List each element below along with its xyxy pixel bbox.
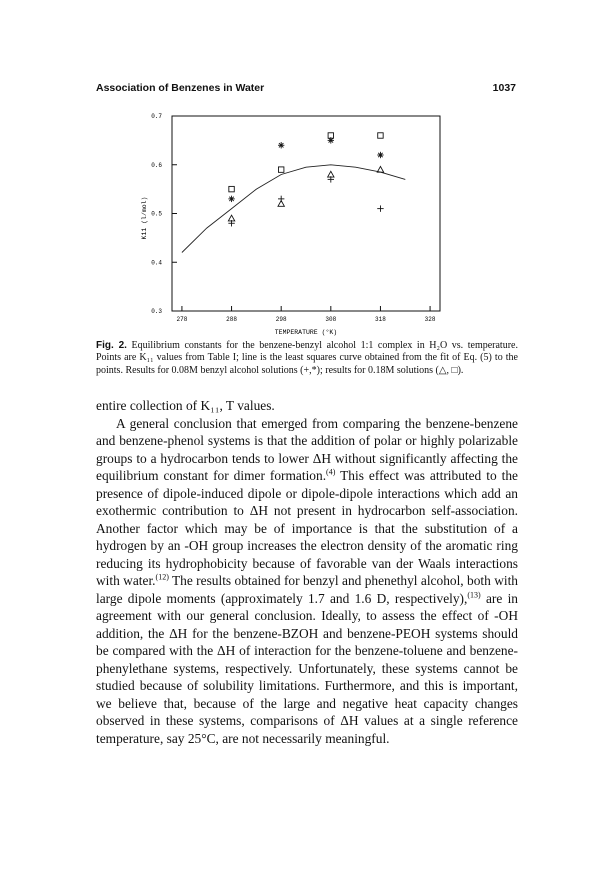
reference-4: (4) (326, 467, 336, 477)
plot-frame (172, 116, 440, 311)
x-tick-label: 318 (375, 316, 386, 323)
paragraph-2-part-a: A general conclusion that emerged from comparing the benzene-benzene and benzene-phenol systems is that the addition of polar or highly polarizable groups to a hydrocarbon tends to lower ΔH without significantly affecting the equilibrium constant for dimer formation. (96, 415, 518, 483)
page-number: 1037 (492, 82, 516, 94)
y-tick-label: 0.3 (151, 308, 162, 315)
equilibrium-constant-chart (100, 108, 480, 338)
running-title: Association of Benzenes in Water (96, 82, 265, 94)
x-tick-label: 308 (325, 316, 337, 323)
body-text (96, 397, 518, 747)
x-tick-label: 278 (176, 316, 188, 323)
data-point-triangle (377, 166, 383, 172)
data-point-asterisk (228, 196, 234, 202)
figure-caption (96, 340, 518, 377)
data-point-asterisk (377, 152, 383, 158)
y-tick-label: 0.6 (151, 161, 162, 169)
data-point-square (378, 133, 383, 138)
caption-text: Equilibrium constants for the benzene-benzyl alcohol 1:1 complex in H₂O vs. temperature. Points are K₁₁ values from Table I; line is the least squares curve obtained from the fit of Eq. (5) to the points. Results for 0.08M benzyl alcohol solutions (+,*); results for 0.18M solutions (△, □). (96, 340, 518, 376)
x-axis (177, 306, 436, 323)
reference-12: (12) (155, 572, 169, 582)
data-point-plus (377, 205, 383, 211)
y-tick-label: 0.5 (151, 210, 162, 218)
data-point-square (229, 186, 234, 191)
paragraph-2-part-d: are in agreement with our general conclusion. Ideally, to assess the effect of -OH addition, the ΔH for the benzene-BZOH and benzene-PEOH systems should be compared with the ΔH of interaction for the benzene-toluene and benzene-phenylethane systems, respectively. Unfortunately, these systems cannot be studied because of solubility limitations. Furthermore, and this is important, we believe that, because of the large and negative heat capacity changes observed in these systems, comparisons of ΔH values at a single reference temperature, say 25°C, are not necessarily meaningful. (96, 590, 518, 746)
y-axis-label: K11 (l/mol) (141, 196, 148, 240)
fit-curve (182, 165, 405, 253)
data-point-triangle (278, 201, 284, 207)
paragraph-1: entire collection of K₁₁, T values. (96, 398, 275, 413)
y-tick-label: 0.4 (151, 259, 162, 267)
data-points (228, 133, 383, 227)
x-tick-label: 298 (275, 316, 287, 323)
reference-13: (13) (467, 590, 481, 600)
caption-label: Fig. 2. (96, 340, 127, 351)
paragraph-2 (96, 415, 518, 748)
x-tick-label: 328 (424, 316, 436, 323)
data-point-square (278, 167, 283, 172)
y-tick-label: 0.7 (151, 113, 162, 120)
paragraph-2-part-c: The results obtained for benzyl and phenethyl alcohol, both with large dipole moments (approximately 1.7 and 1.6 D, respectively), (96, 573, 518, 606)
data-point-asterisk (278, 142, 284, 148)
x-axis-label: TEMPERATURE (°K) (274, 329, 338, 336)
x-tick-label: 288 (226, 316, 237, 323)
paragraph-2-part-b: This effect was attributed to the presence of dipole-induced dipole or dipole-dipole interactions which add an exothermic contribution to ΔH not present in hydrocarbon self-association. Another factor which may be of importance is that the substitution of a hydrogen by an -OH group increases the electron density of the aromatic ring reducing its hydrophobicity because of favorable van der Waals interactions with water. (96, 468, 518, 588)
running-header (96, 82, 516, 98)
y-axis (151, 113, 177, 315)
